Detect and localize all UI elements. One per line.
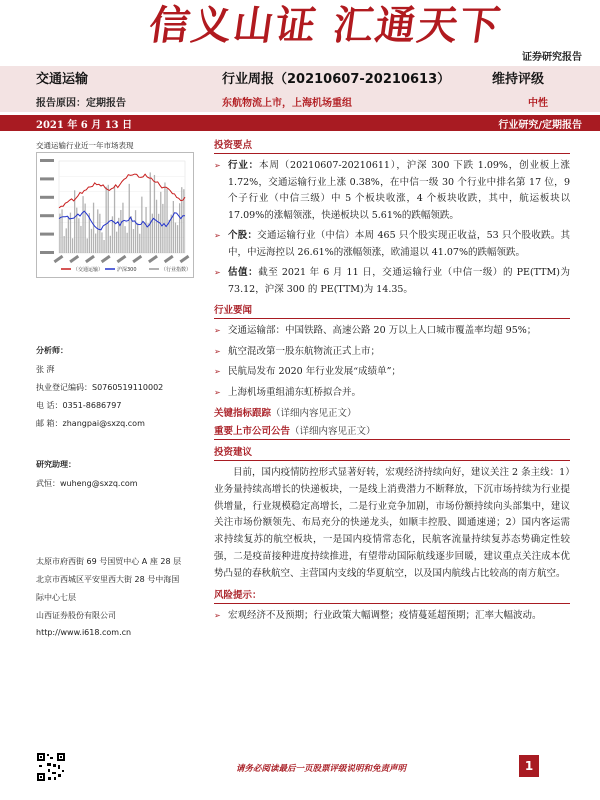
volume-bar — [72, 238, 73, 253]
arrow-icon: ➢ — [214, 231, 221, 240]
volume-bar — [160, 192, 161, 253]
volume-bar — [120, 210, 121, 253]
industry-name: 交通运输 — [36, 72, 89, 87]
volume-bar — [95, 234, 96, 253]
volume-bar — [116, 232, 117, 253]
analyst-email[interactable]: 邮 箱：zhangpai@sxzq.com — [36, 419, 145, 428]
news-item — [214, 364, 570, 381]
volume-bar — [85, 204, 86, 253]
report-title: 行业周报（20210607-20210613） — [222, 72, 451, 87]
volume-bar — [158, 214, 159, 253]
volume-bar — [169, 220, 170, 253]
volume-bar — [80, 226, 81, 253]
volume-bar — [173, 201, 174, 253]
y-tick-label — [40, 214, 54, 217]
volume-bar — [122, 203, 123, 253]
highlight-label: 行业： — [228, 160, 260, 171]
volume-bar — [87, 238, 88, 253]
section-key-indicators — [214, 405, 570, 421]
section-title: 关键指标跟踪 — [214, 408, 272, 419]
highlight-label: 估值： — [228, 267, 259, 278]
volume-bar — [59, 214, 60, 253]
volume-bar — [135, 210, 136, 253]
section-investment-highlights: 投资要点 — [214, 137, 570, 154]
x-tick-label — [54, 255, 64, 263]
x-tick-label — [164, 255, 174, 263]
volume-bar — [148, 223, 149, 253]
address-taiyuan: 太原市府西街 69 号国贸中心 A 座 28 层 — [36, 557, 182, 566]
volume-bar — [64, 236, 65, 253]
main-content — [214, 137, 570, 628]
volume-bar — [82, 196, 83, 253]
rating-title: 维持评级 — [492, 72, 545, 87]
assistant-heading: 研究助理： — [36, 460, 76, 469]
volume-bar — [162, 204, 163, 253]
company-website[interactable]: http://www.i618.com.cn — [36, 628, 132, 637]
legend-label: （行业指数） — [161, 267, 192, 273]
analyst-heading: 分析师： — [36, 346, 68, 355]
arrow-icon: ➢ — [214, 346, 221, 356]
arrow-icon: ➢ — [214, 326, 221, 335]
volume-bar — [110, 236, 111, 253]
x-tick-label — [101, 255, 111, 263]
volume-bar — [139, 234, 140, 253]
news-item — [214, 323, 570, 340]
analyst-phone: 电 话：0351-8686797 — [36, 401, 122, 410]
y-tick-label — [40, 177, 54, 180]
news-text: 上海机场重组浦东虹桥拟合并。 — [228, 386, 362, 398]
address-beijing: 北京市西城区平安里西大街 28 号中海国 — [36, 575, 180, 584]
highlight-text: 截至 2021 年 6 月 11 日，交通运输行业（中信一级）的 PE(TTM)为 73.12，沪深 300 的 PE(TTM)为 14.35。 — [228, 267, 570, 295]
volume-bar — [93, 203, 94, 253]
volume-bar — [131, 216, 132, 253]
report-reason: 报告原因：定期报告 — [36, 98, 126, 109]
arrow-icon: ➢ — [214, 610, 221, 620]
legend-label: 沪深300 — [117, 267, 137, 273]
series-line-transport — [59, 174, 185, 208]
company-name: 山西证券股份有限公司 — [36, 611, 116, 620]
volume-bar — [137, 223, 138, 253]
volume-bar — [103, 240, 104, 253]
volume-bar — [124, 226, 125, 253]
news-text: 航空混改第一股东航物流正式上市； — [228, 345, 381, 357]
volume-bar — [154, 175, 155, 253]
section-title: 重要上市公司公告 — [214, 426, 291, 437]
section-company-announcements — [214, 423, 570, 440]
volume-bar — [61, 209, 62, 253]
volume-bar — [68, 216, 69, 253]
legend-label: （交通运输） — [73, 267, 104, 273]
y-tick-label — [40, 233, 54, 236]
volume-bar — [141, 197, 142, 253]
volume-bar — [133, 229, 134, 253]
volume-bar — [166, 189, 167, 253]
highlight-stocks — [214, 228, 570, 261]
highlight-text: 本周（20210607-20210611），沪深 300 下跌 1.09%，创业板上涨 1.72%，交通运输行业上涨 0.38%，在中信一级 30 个行业中排名第 17 位，9 个子行业（中信三级）中 5 个板块收涨，4 个板块收跌，其中，航运板块以 17.09%的涨幅领涨，快递板块以 5.61%的跌幅领跌。 — [228, 160, 570, 221]
slogan: 信义山证 汇通天下 — [146, 2, 505, 49]
arrow-icon: ➢ — [214, 161, 221, 170]
series-line-hs300 — [59, 211, 185, 230]
x-tick-label — [132, 255, 142, 263]
volume-bar — [181, 187, 182, 253]
volume-bar — [66, 228, 67, 253]
qr-code-icon — [36, 752, 66, 782]
volume-bar — [106, 187, 107, 253]
highlight-text: 交通运输行业（中信）本周 465 只个股实现正收益，53 只个股收跌。其中，中远海控以 26.61%的涨幅领涨，欧浦退以 41.07%的跌幅领跌。 — [228, 230, 570, 258]
x-tick-label — [148, 255, 158, 263]
arrow-icon: ➢ — [214, 367, 221, 376]
report-category: 行业研究/定期报告 — [498, 120, 582, 131]
highlight-valuation — [214, 265, 570, 298]
news-item — [214, 344, 570, 361]
analyst-name: 张 湃 — [36, 365, 55, 374]
chart-svg — [37, 153, 193, 277]
volume-bar — [91, 229, 92, 253]
assistant-email[interactable]: 武恒：wuheng@sxzq.com — [36, 479, 138, 488]
highlight-industry — [214, 158, 570, 224]
volume-bar — [114, 186, 115, 253]
volume-bar — [127, 233, 128, 253]
report-date: 2021 年 6 月 13 日 — [36, 120, 133, 131]
section-risk: 风险提示： — [214, 587, 570, 604]
x-tick-label — [85, 255, 95, 263]
section-subtitle: （详细内容见正文） — [271, 408, 357, 419]
news-text: 交通运输部：中国铁路、高速公路 20 万以上人口城市覆盖率均超 95%； — [228, 325, 537, 336]
arrow-icon: ➢ — [214, 387, 221, 397]
x-tick-label — [180, 255, 190, 263]
section-industry-news: 行业要闻 — [214, 302, 570, 319]
market-performance-chart — [36, 152, 194, 278]
x-tick-label — [117, 255, 127, 263]
section-investment-advice: 投资建议 — [214, 444, 570, 461]
y-tick-label — [40, 196, 54, 199]
y-tick-label — [40, 159, 54, 162]
highlight-label: 个股： — [228, 230, 258, 241]
volume-bar — [171, 215, 172, 253]
arrow-icon: ➢ — [214, 268, 221, 277]
volume-bar — [179, 203, 180, 253]
x-tick-label — [69, 255, 79, 263]
volume-bar — [101, 232, 102, 253]
volume-bar — [156, 200, 157, 253]
volume-bar — [177, 225, 178, 253]
news-text: 民航局发布 2020 年行业发展“成绩单”； — [228, 366, 401, 377]
volume-bar — [97, 209, 98, 253]
disclaimer: 请务必阅读最后一页股票评级说明和免责声明 — [236, 764, 407, 774]
news-item — [214, 385, 570, 402]
volume-bar — [145, 207, 146, 253]
advice-paragraph: 目前，国内疫情防控形式显著好转，宏观经济持续向好，建议关注 2 条主线：1）业务量持续高增长的快递板块，一是线上消费潜力不断释放，下沉市场持续为行业提供增量，行业规模稳定高增长，二是行业竞争加剧，市场份额持续向头部集中，建议关注市场份额领先、布局充分的快递龙头，如顺丰控股、圆通速递；2）国内客运需求持续复苏的航空板块，一是国内疫情常态化，民航客流量持续复苏态势确定性较强，二是疫苗接种进度持续推进，有望带动国际航线逐步回暖，建议重点关注成本优势凸显的春秋航空、主营国内支线的华夏航空，以及国内航线占比较高的南方航空。 — [214, 467, 570, 579]
page-number: 1 — [519, 755, 539, 777]
volume-bar — [108, 185, 109, 253]
rating-value: 中性 — [528, 98, 548, 109]
risk-text: 宏观经济不及预期；行业政策大幅调整；疫情蔓延超预期；汇率大幅波动。 — [228, 609, 542, 621]
y-tick-label — [40, 251, 54, 254]
volume-bar — [99, 214, 100, 253]
report-type: 证券研究报告 — [522, 52, 582, 63]
volume-bar — [150, 172, 151, 253]
chart-title: 交通运输行业近一年市场表现 — [36, 141, 134, 150]
volume-bar — [78, 218, 79, 253]
address-beijing-cont: 际中心七层 — [36, 593, 76, 602]
volume-bar — [175, 223, 176, 253]
volume-bar — [164, 182, 165, 253]
volume-bar — [143, 222, 144, 253]
license-number: 执业登记编码：S0760519110002 — [36, 383, 164, 392]
section-subtitle: （详细内容见正文） — [290, 426, 376, 437]
report-headline: 东航物流上市，上海机场重组 — [222, 98, 352, 109]
risk-item — [214, 608, 570, 625]
